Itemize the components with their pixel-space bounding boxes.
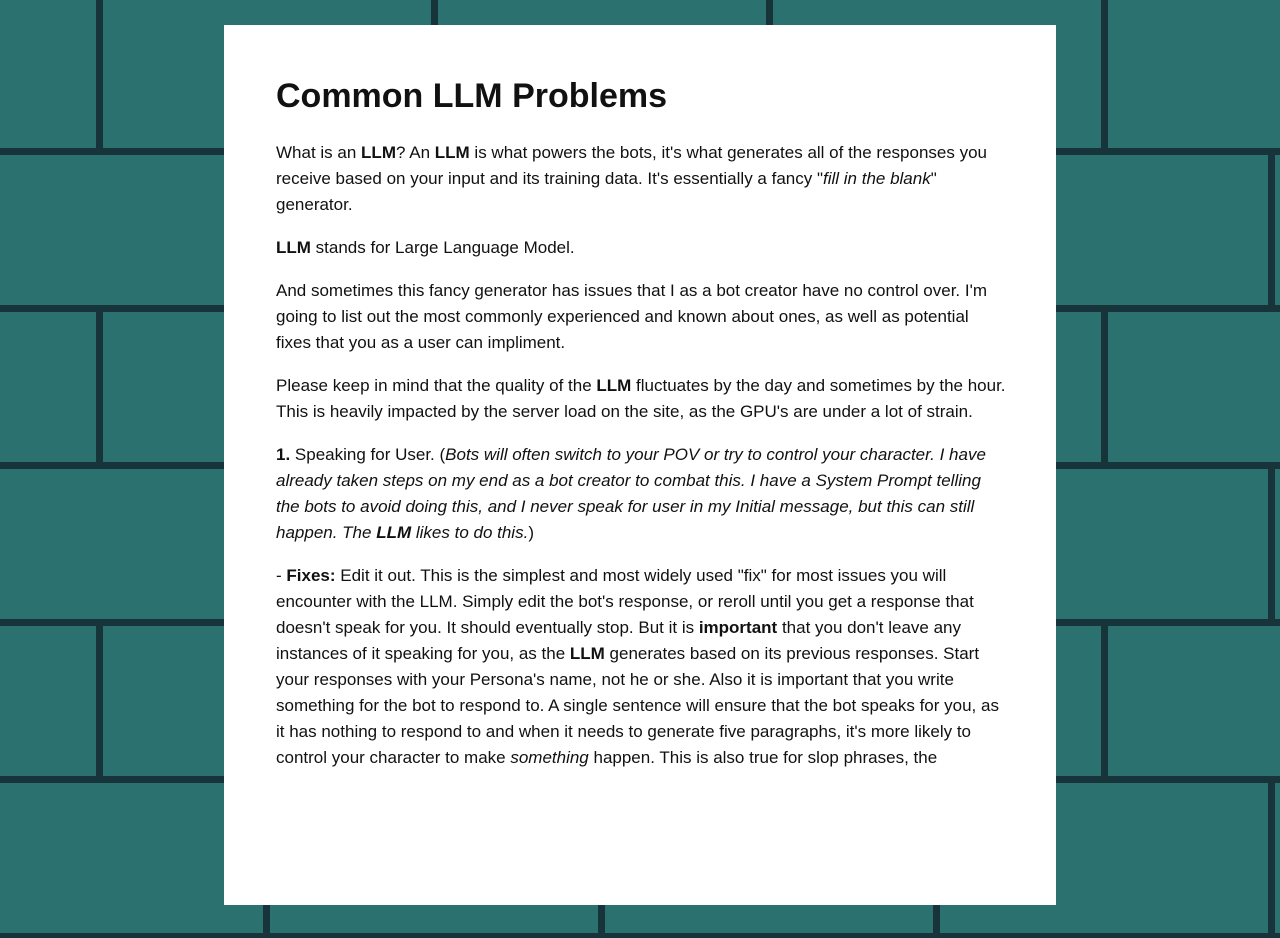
- text-segment: LLM: [276, 238, 311, 257]
- text-segment: -: [276, 566, 287, 585]
- brick: [0, 312, 96, 462]
- text-segment: LLM: [376, 523, 412, 542]
- text-segment: Edit it out. This is the simplest and most widely used "fix" for most issues you will encounter with the LLM. Simply edit the bot's response, or reroll until you get a response that doesn't speak for you. It should eventually stop. But it is: [276, 566, 974, 637]
- brick: [1108, 626, 1280, 776]
- text-segment: LLM: [569, 644, 605, 663]
- paragraph-llm-definition: [276, 235, 1006, 261]
- page-title: Common LLM Problems: [276, 77, 668, 115]
- text-segment: LLM: [434, 143, 470, 162]
- text-segment: LLM: [596, 376, 632, 395]
- text-segment: happen. This is also true for slop phrases, the: [588, 748, 938, 767]
- text-segment: " generator.: [276, 169, 937, 214]
- text-segment: important: [698, 618, 778, 637]
- text-segment: fluctuates by the day and sometimes by the hour. This is heavily impacted by the server load on the site, as the GPU's are under a lot of strain.: [276, 376, 1006, 421]
- text-segment: Fixes:: [286, 566, 336, 585]
- text-segment: Please keep in mind that the quality of the: [276, 376, 597, 395]
- brick: [1108, 312, 1280, 462]
- text-segment: What is an: [276, 143, 362, 162]
- brick: [0, 626, 96, 776]
- text-segment: stands for Large Language Model.: [310, 238, 575, 257]
- text-segment: fill in the blank: [822, 169, 931, 188]
- brick: [1275, 469, 1280, 619]
- paragraph-fixes: [276, 563, 1006, 771]
- brick: [1275, 155, 1280, 305]
- paragraph-problem-1-speaking-for-user: [276, 442, 1006, 546]
- brick: [1275, 783, 1280, 933]
- brick: [0, 0, 96, 148]
- paragraph-intro-issues: [276, 278, 1006, 356]
- paragraph-what-is-llm: [276, 140, 1006, 218]
- text-segment: Speaking for User. (: [290, 445, 446, 464]
- text-segment: And sometimes this fancy generator has issues that I as a bot creator have no control over. I'm going to list out the most commonly experienced and known about ones, as well as potential fixes that you as a user can impliment.: [276, 281, 987, 352]
- text-segment: generates based on its previous responses. Start your responses with your Persona's name, not he or she. Also it is important that you write something for the bot to respond to. A single sentence will ensure that the bot speaks for you, as it has nothing to respond to and when it needs to generate five paragraphs, it's more likely to control your character to make: [276, 644, 999, 767]
- article-card: [224, 25, 1056, 905]
- brick: [1108, 0, 1280, 148]
- text-segment: 1.: [276, 445, 291, 464]
- text-segment: likes to do this.: [411, 523, 529, 542]
- text-segment: is what powers the bots, it's what generates all of the responses you receive based on your input and its training data. It's essentially a fancy ": [276, 143, 987, 188]
- text-segment: Bots will often switch to your POV or try to control your character. I have already taken steps on my end as a bot creator to combat this. I have a System Prompt telling the bots to avoid doing this, and I never speak for user in my Initial message, but this can still happen. The: [276, 445, 986, 542]
- text-segment: that you don't leave any instances of it speaking for you, as the: [276, 618, 961, 663]
- paragraph-quality-note: [276, 373, 1006, 425]
- text-segment: ): [528, 523, 534, 542]
- text-segment: something: [510, 748, 589, 767]
- text-segment: ? An: [395, 143, 435, 162]
- text-segment: LLM: [361, 143, 396, 162]
